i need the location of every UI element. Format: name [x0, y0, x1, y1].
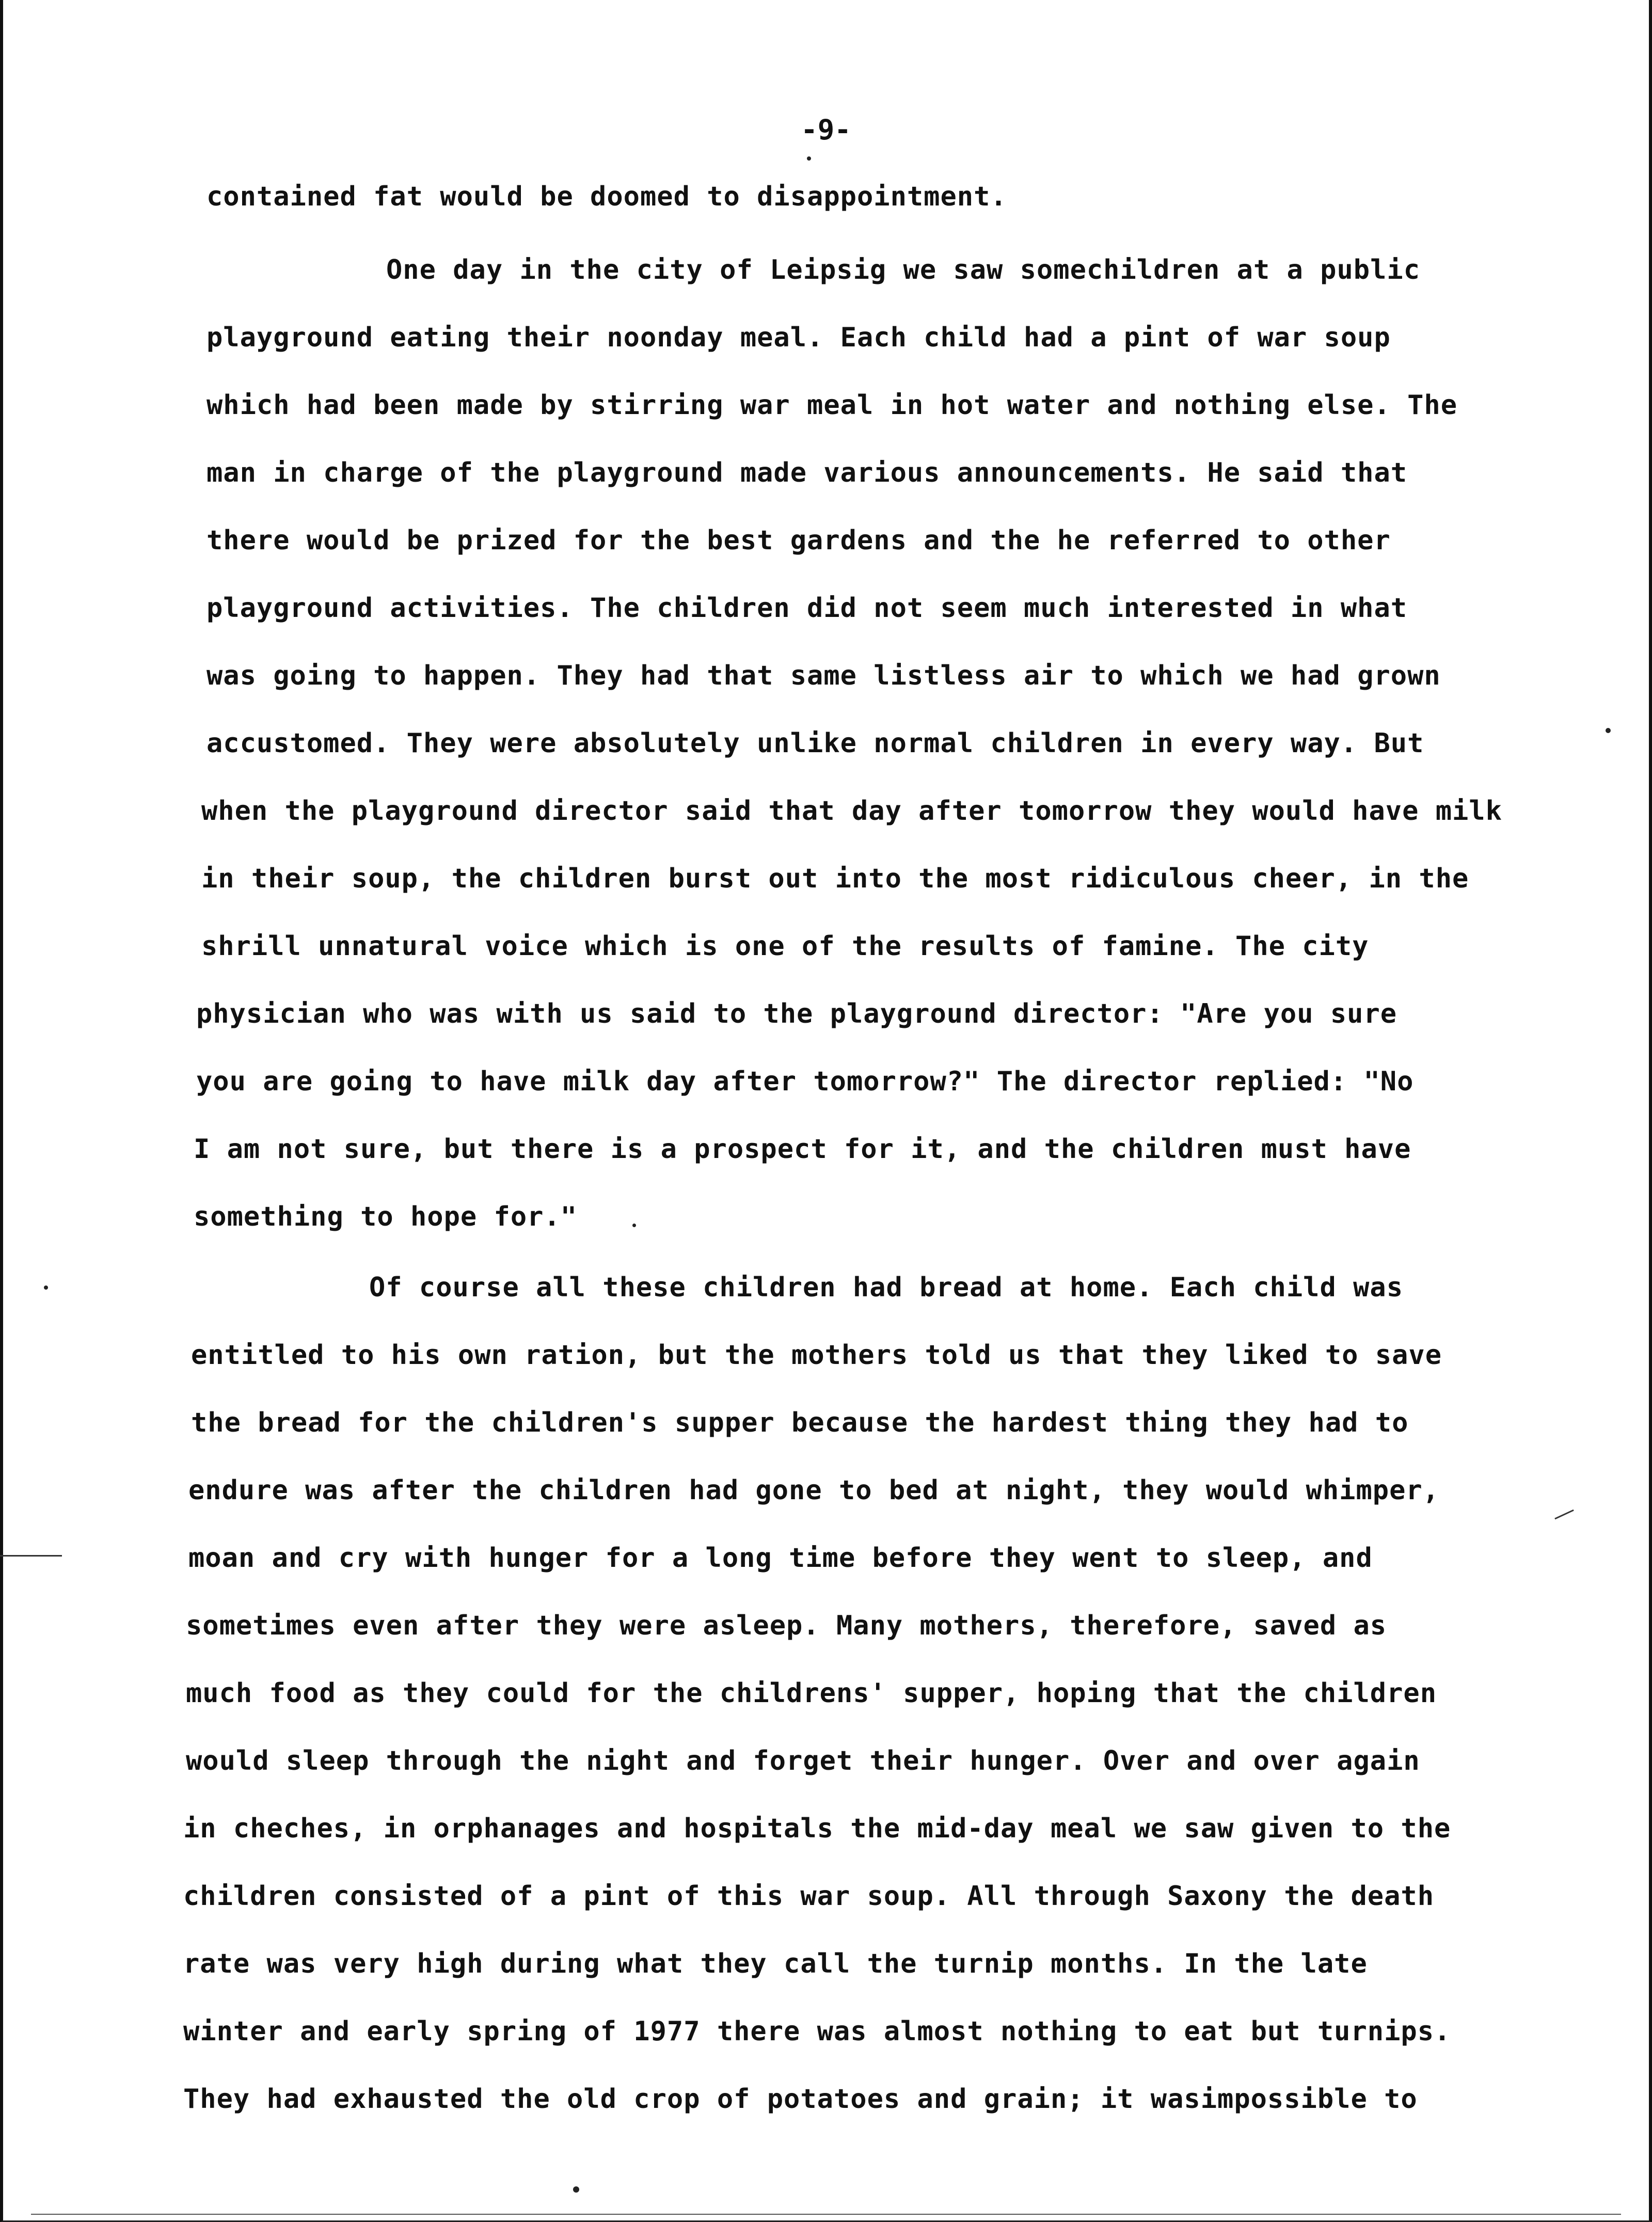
text-line: playground activities. The children did not seem much interested in what	[206, 593, 1408, 624]
text-line: physician who was with us said to the playground director: "Are you sure	[196, 998, 1397, 1029]
scan-speck	[632, 1224, 636, 1227]
text-line: entitled to his own ration, but the mothers told us that they liked to save	[191, 1340, 1442, 1371]
text-line: accustomed. They were absolutely unlike normal children in every way. But	[206, 728, 1424, 759]
text-line: would sleep through the night and forget their hunger. Over and over again	[186, 1745, 1420, 1776]
text-line: something to hope for."	[194, 1201, 578, 1232]
text-line: the bread for the children's supper because the hardest thing they had to	[191, 1407, 1409, 1438]
text-line: One day in the city of Leipsig we saw somechildren at a public	[386, 255, 1421, 285]
text-line: in cheches, in orphanages and hospitals the mid-day meal we saw given to the	[183, 1813, 1451, 1844]
scan-speck	[573, 2186, 579, 2193]
text-line: moan and cry with hunger for a long time before they went to sleep, and	[188, 1543, 1373, 1574]
text-line: playground eating their noonday meal. Each child had a pint of war soup	[206, 322, 1391, 353]
text-line: endure was after the children had gone to bed at night, they would whimper,	[188, 1475, 1439, 1506]
page-number: -9-	[801, 114, 851, 146]
text-line: in their soup, the children burst out into the most ridiculous cheer, in the	[201, 863, 1469, 894]
text-line: there would be prized for the best gardens and the he referred to other	[206, 525, 1391, 556]
bottom-edge-line	[31, 2214, 1621, 2215]
text-line: you are going to have milk day after tomorrow?" The director replied: "No	[196, 1066, 1414, 1097]
text-line: much food as they could for the childrens' supper, hoping that the children	[186, 1678, 1437, 1709]
text-line: which had been made by stirring war meal in hot water and nothing else. The	[206, 390, 1457, 421]
text-line: winter and early spring of 1977 there was almost nothing to eat but turnips.	[183, 2016, 1451, 2047]
text-line: contained fat would be doomed to disappointment.	[206, 181, 1007, 212]
text-line: children consisted of a pint of this war soup. All through Saxony the death	[183, 1881, 1434, 1912]
text-line: sometimes even after they were asleep. Many mothers, therefore, saved as	[186, 1610, 1387, 1641]
text-line: They had exhausted the old crop of potatoes and grain; it wasimpossible to	[183, 2084, 1418, 2115]
scan-speck	[807, 156, 811, 161]
scan-mark-left	[0, 1555, 62, 1557]
text-line: was going to happen. They had that same listless air to which we had grown	[206, 660, 1441, 691]
scan-speck	[44, 1285, 48, 1290]
text-line: shrill unnatural voice which is one of the results of famine. The city	[201, 931, 1369, 962]
text-line: Of course all these children had bread at home. Each child was	[369, 1272, 1404, 1303]
text-line: man in charge of the playground made various announcements. He said that	[206, 457, 1408, 488]
text-line: I am not sure, but there is a prospect for it, and the children must have	[194, 1134, 1411, 1165]
text-line: rate was very high during what they call the turnip months. In the late	[183, 1948, 1368, 1979]
scan-speck	[1606, 728, 1611, 733]
text-line: when the playground director said that day after tomorrow they would have milk	[201, 796, 1502, 827]
